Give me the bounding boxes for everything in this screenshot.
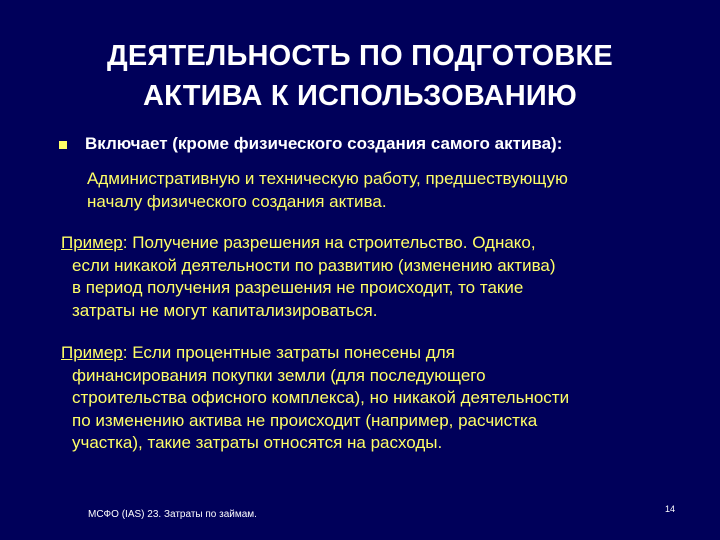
example-line: затраты не могут капитализироваться. xyxy=(72,300,378,320)
slide-title xyxy=(40,36,680,116)
example-line: по изменению актива не происходит (например, расчистка xyxy=(72,410,538,430)
paragraph-admin-work xyxy=(87,168,697,213)
example-first-line-text: : Если процентные затраты понесены для xyxy=(122,343,455,362)
square-bullet-icon xyxy=(59,141,67,149)
example-interest xyxy=(61,342,701,455)
example-permit xyxy=(61,232,691,322)
paragraph-line: Административную и техническую работу, предшествующую xyxy=(87,169,568,188)
example-first-line-text: : Получение разрешения на строительство. Однако, xyxy=(122,233,536,252)
example-line: участка), такие затраты относятся на расходы. xyxy=(72,433,443,452)
example-line: финансирования покупки земли (для последующего xyxy=(72,365,486,385)
example-first-line xyxy=(61,232,691,255)
example-label: Пример xyxy=(61,233,123,252)
page-number: 14 xyxy=(665,504,676,514)
bullet-item xyxy=(59,133,699,155)
example-line: в период получения разрешения не происходит, то такие xyxy=(72,278,524,297)
title-line-1: ДЕЯТЕЛЬНОСТЬ ПО ПОДГОТОВКЕ xyxy=(107,40,613,72)
example-label: Пример xyxy=(61,343,123,362)
bullet-text: Включает (кроме физического создания самого актива): xyxy=(85,134,563,153)
title-line-2: АКТИВА К ИСПОЛЬЗОВАНИЮ xyxy=(143,80,577,112)
example-first-line xyxy=(61,342,701,365)
footer-caption: МСФО (IAS) 23. Затраты по займам. xyxy=(88,509,257,520)
paragraph-line: началу физического создания актива. xyxy=(87,191,387,211)
example-line: строительства офисного комплекса), но никакой деятельности xyxy=(72,388,570,407)
example-line: если никакой деятельности по развитию (изменению актива) xyxy=(72,255,556,275)
